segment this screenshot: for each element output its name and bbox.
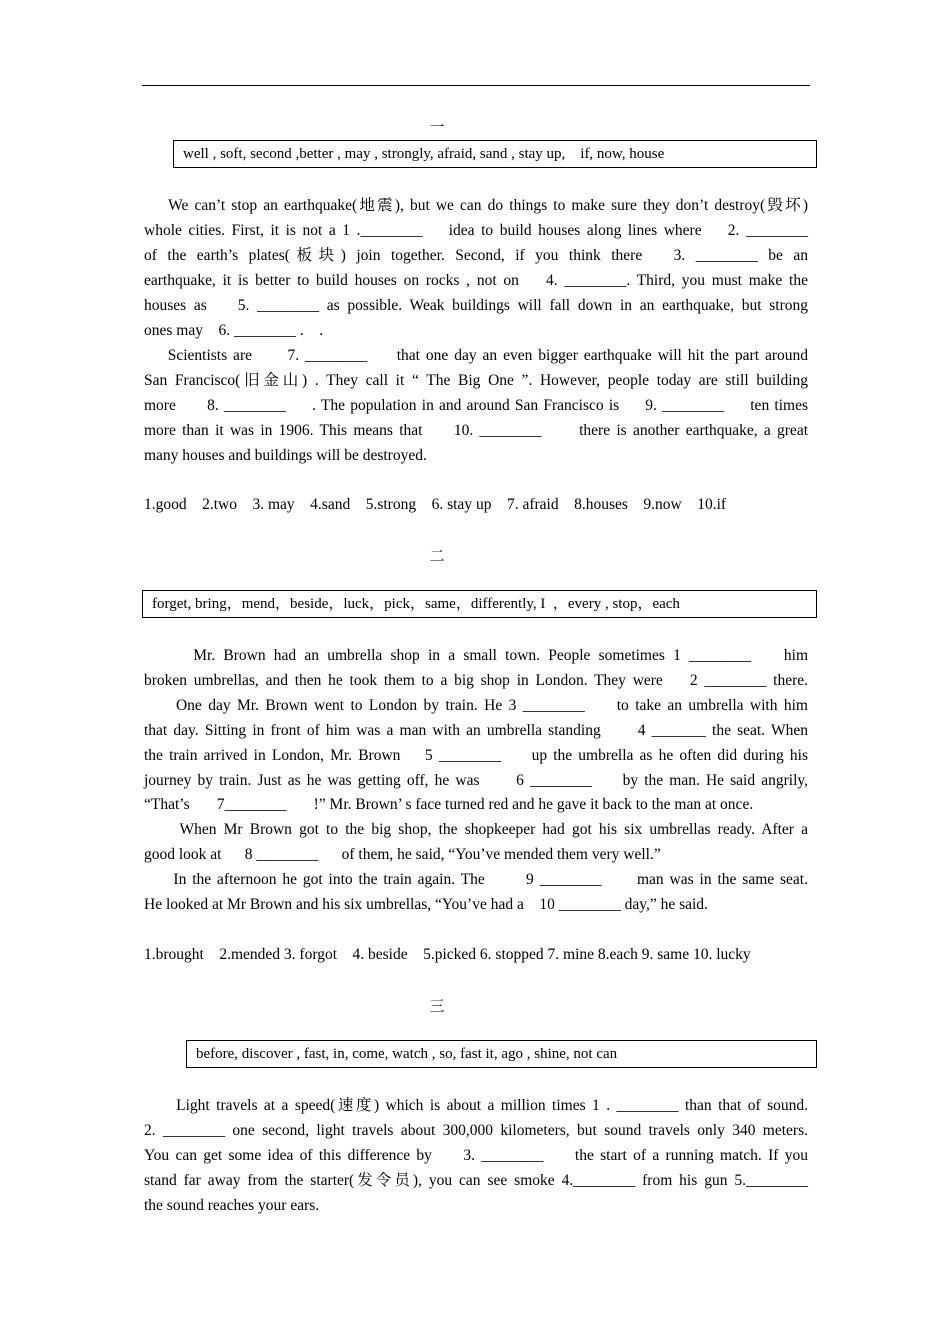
section-3-marker: 三 (429, 999, 445, 1015)
section-3-line: You can get some idea of this difference by 3. ________ the start of a running match. If you (144, 1147, 808, 1164)
section-1-marker: 一 (429, 120, 445, 136)
section-1-word-box: well , soft, second ,better , may , strongly, afraid, sand , stay up, if, now, house (173, 140, 817, 168)
section-2-word-box: forget, bring，mend，beside，luck，pick，same，differently, I ，every , stop，each (142, 590, 817, 618)
section-2-line: One day Mr. Brown went to London by train. He 3 ________ to take an umbrella with him (144, 697, 808, 714)
section-3-word-box: before, discover , fast, in, come, watch , so, fast it, ago , shine, not can (186, 1040, 817, 1068)
section-2-marker: 二 (429, 549, 445, 565)
header-rule (142, 85, 810, 86)
section-1-line: more than it was in 1906. This means that 10. ________ there is another earthquake, a great (144, 422, 808, 439)
section-1-line: many houses and buildings will be destroyed. (144, 447, 427, 464)
section-2-line: broken umbrellas, and then he took them to a big shop in London. They were 2 ________ there. (144, 672, 808, 689)
section-2-line: the train arrived in London, Mr. Brown 5 ________ up the umbrella as he often did during his (144, 747, 808, 764)
section-2-line: journey by train. Just as he was getting off, he was 6 ________ by the man. He said angrily, (144, 772, 808, 789)
section-1-line: whole cities. First, it is not a 1 .________ idea to build houses along lines where 2. ________ (144, 222, 808, 239)
section-1-line: San Francisco(旧金山) . They call it “ The Big One ”. However, people today are still building (144, 372, 808, 389)
section-1-line: ones may 6. ________ . . (144, 322, 324, 339)
section-2-line: When Mr Brown got to the big shop, the shopkeeper had got his six umbrellas ready. After a (144, 821, 808, 838)
section-1-line: more 8. ________ . The population in and around San Francisco is 9. ________ ten times (144, 397, 808, 414)
section-2-answers: 1.brought 2.mended 3. forgot 4. beside 5.picked 6. stopped 7. mine 8.each 9. same 10. lucky (144, 946, 751, 963)
section-3-line: Light travels at a speed(速度) which is about a million times 1 . ________ than that of sound. (144, 1097, 808, 1114)
section-1-line: houses as 5. ________ as possible. Weak buildings will fall down in an earthquake, but strong (144, 297, 808, 314)
section-3-line: 2. ________ one second, light travels about 300,000 kilometers, but sound travels only 340 meters. (144, 1122, 808, 1139)
section-2-line: Mr. Brown had an umbrella shop in a small town. People sometimes 1 ________ him (144, 647, 808, 664)
section-3-line: stand far away from the starter(发令员), you can see smoke 4.________ from his gun 5.________ (144, 1172, 808, 1189)
section-2-line: good look at 8 ________ of them, he said, “You’ve mended them very well.” (144, 846, 661, 863)
section-1-line: We can’t stop an earthquake(地震), but we can do things to make sure they don’t destroy(毁坏) (144, 197, 808, 214)
section-1-line: Scientists are 7. ________ that one day an even bigger earthquake will hit the part around (144, 347, 808, 364)
section-2-line: that day. Sitting in front of him was a man with an umbrella standing 4 _______ the seat. When (144, 722, 808, 739)
section-3-line: the sound reaches your ears. (144, 1197, 320, 1214)
section-1-line: earthquake, it is better to build houses on rocks , not on 4. ________. Third, you must make the (144, 272, 808, 289)
section-2-line: In the afternoon he got into the train again. The 9 ________ man was in the same seat. (144, 871, 808, 888)
section-1-answers: 1.good 2.two 3. may 4.sand 5.strong 6. stay up 7. afraid 8.houses 9.now 10.if (144, 496, 727, 513)
section-1-line: of the earth’s plates(板块) join together. Second, if you think there 3. ________ be an (144, 247, 808, 264)
section-2-line: “That’s 7________ !” Mr. Brown’ s face turned red and he gave it back to the man at once. (144, 796, 754, 813)
section-2-line: He looked at Mr Brown and his six umbrellas, “You’ve had a 10 ________ day,” he said. (144, 896, 708, 913)
